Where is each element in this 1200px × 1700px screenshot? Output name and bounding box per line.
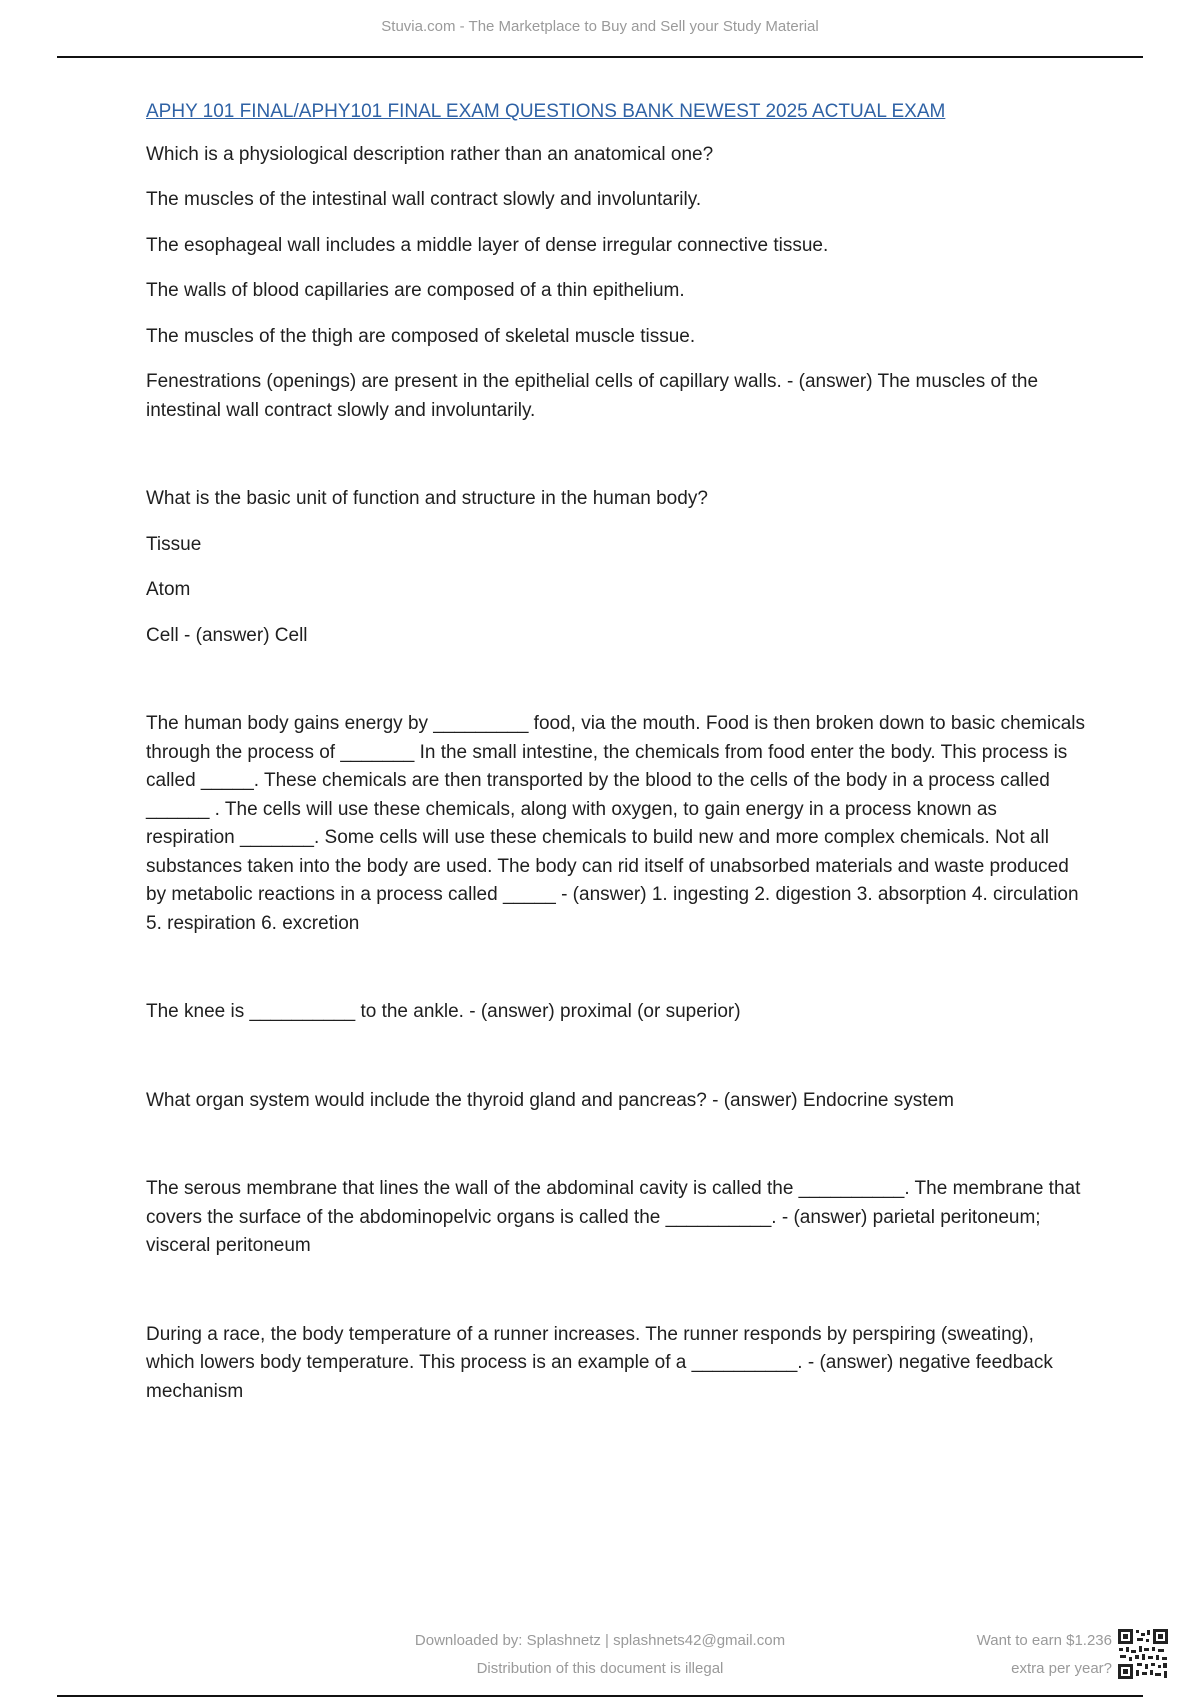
spacer bbox=[146, 1027, 1086, 1087]
footer-rule bbox=[57, 1695, 1143, 1697]
header-text: Stuvia.com - The Marketplace to Buy and Sell your Study Material bbox=[381, 18, 819, 35]
question-block-1 bbox=[146, 141, 1086, 426]
answer-option: The muscles of the thigh are composed of skeletal muscle tissue. bbox=[146, 325, 696, 347]
question-block-6: The serous membrane that lines the wall of the abdominal cavity is called the __________. The membrane that covers the surface of the abdominopelvic organs is called the __________. - (answer) parietal peritoneum; visceral peritoneum bbox=[146, 1178, 1081, 1256]
answer-option-with-answer: Cell - (answer) Cell bbox=[146, 624, 308, 646]
answer-option: Tissue bbox=[146, 533, 202, 555]
footer-download-info bbox=[340, 1627, 860, 1683]
question-block-2 bbox=[146, 485, 1086, 650]
page-footer bbox=[0, 1625, 1200, 1695]
document-title[interactable]: APHY 101 FINAL/APHY101 FINAL EXAM QUESTIONS BANK NEWEST 2025 ACTUAL EXAM bbox=[146, 101, 946, 122]
question-block-5: What organ system would include the thyroid gland and pancreas? - (answer) Endocrine system bbox=[146, 1089, 954, 1111]
distribution-notice: Distribution of this document is illegal bbox=[476, 1660, 724, 1677]
qr-code-icon[interactable] bbox=[1117, 1628, 1169, 1680]
answer-option-with-answer: Fenestrations (openings) are present in the epithelial cells of capillary walls. - (answer) The muscles of the intestinal wall contract slowly and involuntarily. bbox=[146, 371, 1039, 421]
header-rule bbox=[57, 56, 1143, 58]
question-block-3: The human body gains energy by _________ food, via the mouth. Food is then broken down to basic chemicals through the process of _______ In the small intestine, the chemicals from food enter the body. This process is called _____. These chemicals are then transported by the blood to the cells of the body in a process called ______ . The cells will use these chemicals, along with oxygen, to gain energy in a process known as respiration _______. Some cells will use these chemicals to build new and more complex chemicals. Not all substances taken into the body are used. The body can rid itself of unabsorbed materials and waste produced by metabolic reactions in a process called _____ - (answer) 1. ingesting 2. digestion 3. absorption 4. circulation 5. respiration 6. excretion bbox=[146, 713, 1085, 934]
spacer bbox=[146, 650, 1086, 710]
earn-promo-line1: Want to earn $1.236 bbox=[976, 1632, 1112, 1649]
spacer bbox=[146, 938, 1086, 998]
answer-option: The muscles of the intestinal wall contract slowly and involuntarily. bbox=[146, 189, 702, 210]
question-block-4: The knee is __________ to the ankle. - (answer) proximal (or superior) bbox=[146, 1001, 741, 1022]
question-text: What is the basic unit of function and structure in the human body? bbox=[146, 488, 708, 509]
spacer bbox=[146, 425, 1086, 485]
downloaded-by-text: Downloaded by: Splashnetz | splashnets42@gmail.com bbox=[414, 1632, 786, 1649]
document-body bbox=[146, 98, 1086, 1406]
question-block-7: During a race, the body temperature of a runner increases. The runner responds by perspiring (sweating), which lowers body temperature. This process is an example of a __________. - (answer) negative feedback mechanism bbox=[146, 1323, 1053, 1402]
answer-option: The esophageal wall includes a middle layer of dense irregular connective tissue. bbox=[146, 234, 829, 256]
question-text: Which is a physiological description rather than an anatomical one? bbox=[146, 143, 714, 165]
answer-option: The walls of blood capillaries are composed of a thin epithelium. bbox=[146, 280, 685, 301]
page-header bbox=[0, 0, 1200, 58]
earn-promo[interactable] bbox=[940, 1627, 1112, 1683]
earn-promo-line2: extra per year? bbox=[1011, 1660, 1112, 1677]
spacer bbox=[146, 1261, 1086, 1321]
spacer bbox=[146, 1115, 1086, 1175]
answer-option: Atom bbox=[146, 579, 191, 600]
